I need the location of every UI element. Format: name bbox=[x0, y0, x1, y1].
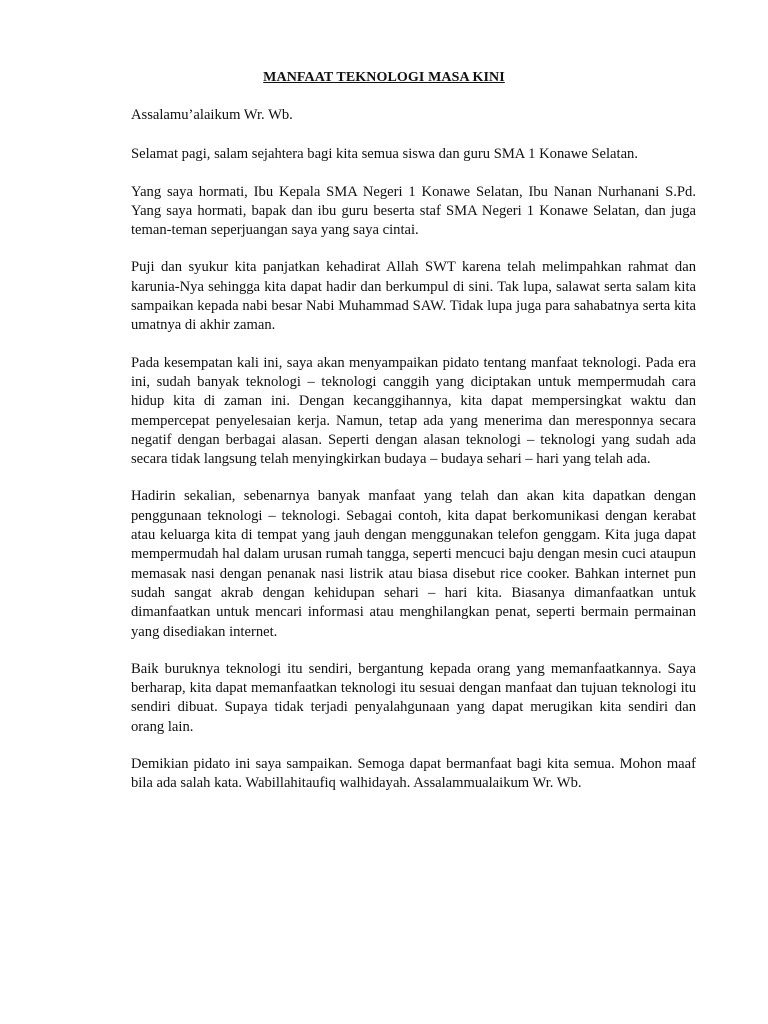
paragraph-salutation: Selamat pagi, salam sejahtera bagi kita semua siswa dan guru SMA 1 Konawe Selatan. bbox=[131, 146, 639, 163]
paragraph-hope: Baik buruknya teknologi itu sendiri, bergantung kepada orang yang memanfaatkannya. Saya berharap, kita dapat memanfaatkan teknologi itu sesuai dengan manfaat dan tujuan teknologi itu sendiri dibuat. Supaya tidak terjadi penyalahgunaan yang dapat merugikan kita sendiri dan orang lain. bbox=[131, 660, 696, 735]
paragraph-respects: Yang saya hormati, Ibu Kepala SMA Negeri 1 Konawe Selatan, Ibu Nanan Nurhanani S.Pd. Yang saya hormati, bapak dan ibu guru beserta staf SMA Negeri 1 Konawe Selatan, dan juga teman-teman seperjuangan saya yang saya cintai. bbox=[131, 183, 696, 239]
document-body bbox=[131, 106, 696, 812]
paragraph-benefits: Hadirin sekalian, sebenarnya banyak manfaat yang telah dan akan kita dapatkan dengan penggunaan teknologi – teknologi. Sebagai contoh, kita dapat berkomunikasi dengan kerabat atau keluarga kita di tempat yang jauh dengan menggunakan telefon genggam. Kita juga dapat mempermudah hal dalam urusan rumah tangga, seperti mencuci baju dengan mesin cuci ataupun memasak nasi dengan penanak nasi listrik atau biasa disebut rice cooker. Bahkan internet pun sudah sangat akrab dengan kehidupan sehari – hari kita. Biasanya dimanfaatkan untuk dimanfaatkan untuk mencari informasi atau menghilangkan penat, seperti bermain permainan yang disediakan internet. bbox=[131, 488, 696, 640]
paragraph-introduction: Pada kesempatan kali ini, saya akan menyampaikan pidato tentang manfaat teknologi. Pada era ini, sudah banyak teknologi – teknologi canggih yang diciptakan untuk mempermudah cara hidup kita di zaman ini. Dengan kecanggihannya, kita dapat mempersingkat waktu dan mempercepat penyelesaian kerja. Namun, tetap ada yang menerima dan meresponnya secara negatif dengan berbagai alasan. Seperti dengan alasan teknologi – teknologi yang sudah ada secara tidak langsung telah menyingkirkan budaya – budaya sehari – hari yang telah ada. bbox=[131, 354, 696, 468]
paragraph-closing: Demikian pidato ini saya sampaikan. Semoga dapat bermanfaat bagi kita semua. Mohon maaf bila ada salah kata. Wabillahitaufiq walhidayah. Assalammualaikum Wr. Wb. bbox=[131, 756, 696, 792]
document-title: MANFAAT TEKNOLOGI MASA KINI bbox=[263, 70, 505, 85]
paragraph-gratitude: Puji dan syukur kita panjatkan kehadirat Allah SWT karena telah melimpahkan rahmat dan karunia-Nya sehingga kita dapat hadir dan berkumpul di sini. Tak lupa, salawat serta salam kita sampaikan kepada nabi besar Nabi Muhammad SAW. Tidak lupa juga para sahabatnya serta kita umatnya di akhir zaman. bbox=[131, 259, 696, 334]
paragraph-greeting: Assalamu’alaikum Wr. Wb. bbox=[131, 107, 293, 123]
